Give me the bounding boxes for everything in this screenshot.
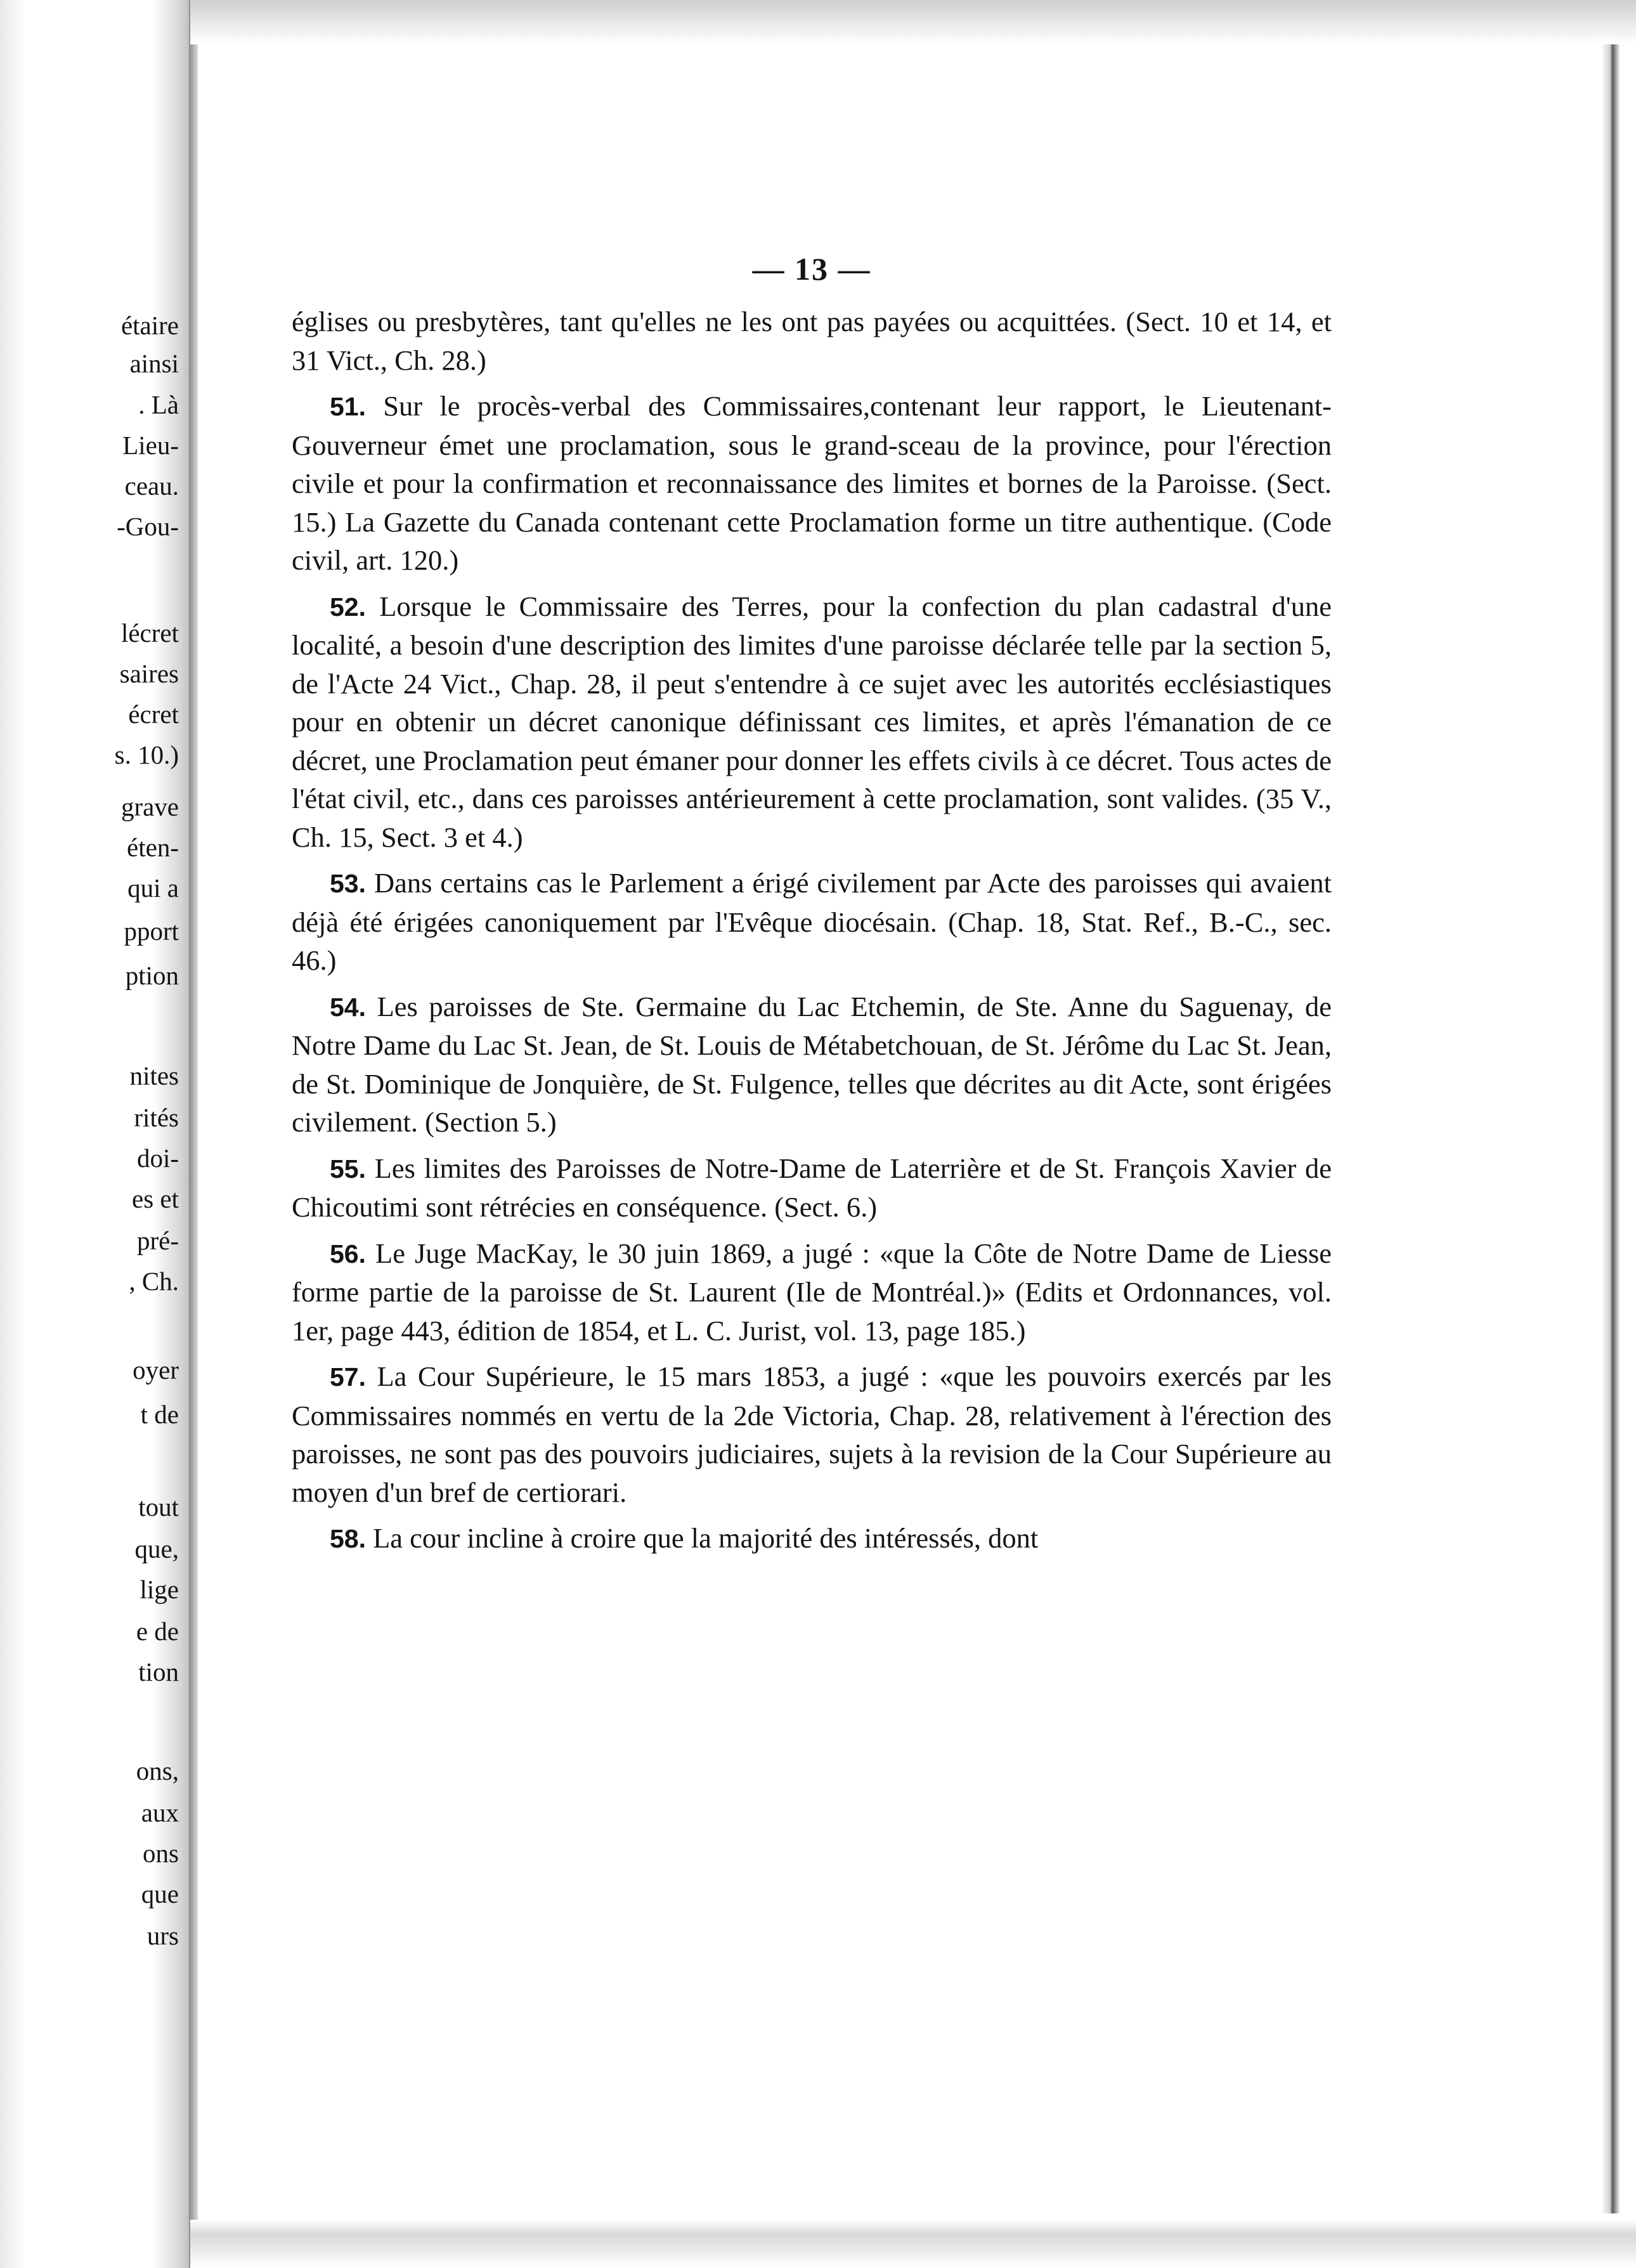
- paragraph: [292, 303, 1332, 379]
- left-fragment: aux: [141, 1798, 179, 1827]
- paragraph-number: 52.: [330, 592, 366, 622]
- paragraph-text: Les limites des Paroisses de Notre-Dame de Laterrière et de St. François Xavier de Chicoutimi sont rétrécies en conséquence. (Sect. 6.): [292, 1152, 1332, 1223]
- left-fragment: ons,: [136, 1756, 179, 1785]
- paragraph-number: 54.: [330, 992, 366, 1022]
- left-fragment: urs: [146, 1921, 179, 1950]
- paragraph-number: 55.: [330, 1154, 366, 1183]
- paragraph-text: La Cour Supérieure, le 15 mars 1853, a jugé : «que les pouvoirs exercés par les Commissaires nommés en vertu de la 2de Victoria, Chap. 28, relativement à l'érection des paroisses, ne sont pas des pouvoirs judiciaires, sujets à la revision de la Cour Supérieure au moyen d'un bref de certiorari.: [292, 1360, 1332, 1508]
- book-gutter: [189, 0, 198, 2268]
- paragraph-text: Lorsque le Commissaire des Terres, pour la confection du plan cadastral d'une localité, a besoin d'une description des limites d'une paroisse déclarée telle par la section 5, de l'Acte 24 Vict., Chap. 28, il peut s'entendre à ce sujet avec les autorités ecclésiastiques pour en obtenir un décret canonique définissant ces limites, et après l'émanation de ce décret, une Proclamation peut émaner pour donner les effets civils à ce décret. Tous actes de l'état civil, etc., dans ces paroisses antérieurement à cette proclamation, sont valides. (35 V., Ch. 15, Sect. 3 et 4.): [292, 590, 1332, 853]
- paragraph-text: Le Juge MacKay, le 30 juin 1869, a jugé : «que la Côte de Notre Dame de Liesse forme partie de la paroisse de St. Laurent (Ile de Montréal.)» (Edits et Ordonnances, vol. 1er, page 443, édition de 1854, et L. C. Jurist, vol. 13, page 185.): [292, 1237, 1332, 1346]
- paragraph-text: La cour incline à croire que la majorité des intéressés, dont: [373, 1522, 1039, 1554]
- left-fragment: qui a: [127, 873, 179, 903]
- left-fragment: , Ch.: [129, 1267, 179, 1296]
- left-fragment: ceau.: [124, 471, 179, 500]
- paragraph-number: 53.: [330, 869, 366, 898]
- left-fragment: -Gou-: [117, 512, 179, 541]
- left-fragment: ons: [143, 1839, 179, 1868]
- left-fragment: ption: [125, 961, 179, 990]
- left-fragment: Lieu-: [122, 431, 179, 460]
- left-page-fragment: [0, 0, 190, 2268]
- paragraph-58: [292, 1519, 1332, 1558]
- paragraph-number: 51.: [330, 392, 366, 421]
- page-top-edge: [190, 0, 1636, 44]
- paragraph-text: Dans certains cas le Parlement a érigé civilement par Acte des paroisses qui avaient déjà été érigées canoniquement par l'Evêque diocésain. (Chap. 18, Stat. Ref., B.-C., sec. 46.): [292, 867, 1332, 976]
- left-fragment: lige: [140, 1575, 179, 1604]
- left-fragment: t de: [140, 1400, 179, 1429]
- left-fragment: saires: [119, 659, 179, 688]
- page-number: — 13 —: [752, 251, 871, 287]
- left-fragment: tout: [138, 1492, 179, 1522]
- paragraph-text: Sur le procès-verbal des Commissaires,contenant leur rapport, le Lieutenant-Gouverneur émet une proclamation, sous le grand-sceau de la province, pour l'érection civile et pour la confirmation et reconnaissance des limites et bornes de la Paroisse. (Sect. 15.) La Gazette du Canada contenant cette Proclamation forme un titre authentique. (Code civil, art. 120.): [292, 390, 1332, 576]
- page-bottom-edge: [190, 2220, 1636, 2268]
- paragraph-51: [292, 387, 1332, 580]
- left-fragment: nites: [129, 1061, 179, 1090]
- left-fragment: ainsi: [129, 349, 179, 378]
- left-fragment: lécret: [120, 618, 179, 648]
- left-fragment: . Là: [138, 390, 179, 419]
- left-fragment: pport: [124, 916, 179, 946]
- left-fragment: e de: [136, 1617, 179, 1646]
- paragraph-number: 58.: [330, 1524, 366, 1553]
- paragraph-52: [292, 587, 1332, 857]
- paragraph-56: [292, 1234, 1332, 1350]
- left-fragment: oyer: [133, 1355, 179, 1385]
- left-fragment: que,: [134, 1534, 179, 1563]
- paragraph-text: Les paroisses de Ste. Germaine du Lac Etchemin, de Ste. Anne du Saguenay, de Notre Dame du Lac St. Jean, de St. Louis de Métabetchouan, de St. Jérôme du Lac St. Jean, de St. Dominique de Jonquière, de St. Fulgence, telles que décrites au dit Acte, sont érigées civilement. (Section 5.): [292, 990, 1332, 1138]
- paragraph-number: 57.: [330, 1362, 366, 1391]
- left-fragment: doi-: [136, 1144, 179, 1173]
- left-fragment: étaire: [120, 311, 179, 340]
- paragraph-57: [292, 1357, 1332, 1511]
- left-fragment: que: [141, 1879, 179, 1908]
- left-fragment: rités: [134, 1103, 179, 1132]
- left-fragment: s. 10.): [114, 740, 179, 769]
- paragraph-55: [292, 1149, 1332, 1227]
- paragraph-text: églises ou presbytères, tant qu'elles ne les ont pas payées ou acquittées. (Sect. 10 et 14, et 31 Vict., Ch. 28.): [292, 306, 1332, 376]
- left-fragment: éten-: [127, 833, 179, 862]
- left-fragment: es et: [132, 1184, 179, 1213]
- paragraph-54: [292, 987, 1332, 1142]
- page-right-edge: [1601, 44, 1626, 2213]
- left-fragment: pré-: [136, 1226, 179, 1255]
- left-fragment: grave: [120, 792, 179, 821]
- paragraph-53: [292, 864, 1332, 980]
- paragraph-number: 56.: [330, 1239, 366, 1268]
- left-fragment: écret: [128, 700, 179, 729]
- page-body: [292, 251, 1332, 1566]
- left-fragment: tion: [138, 1657, 179, 1686]
